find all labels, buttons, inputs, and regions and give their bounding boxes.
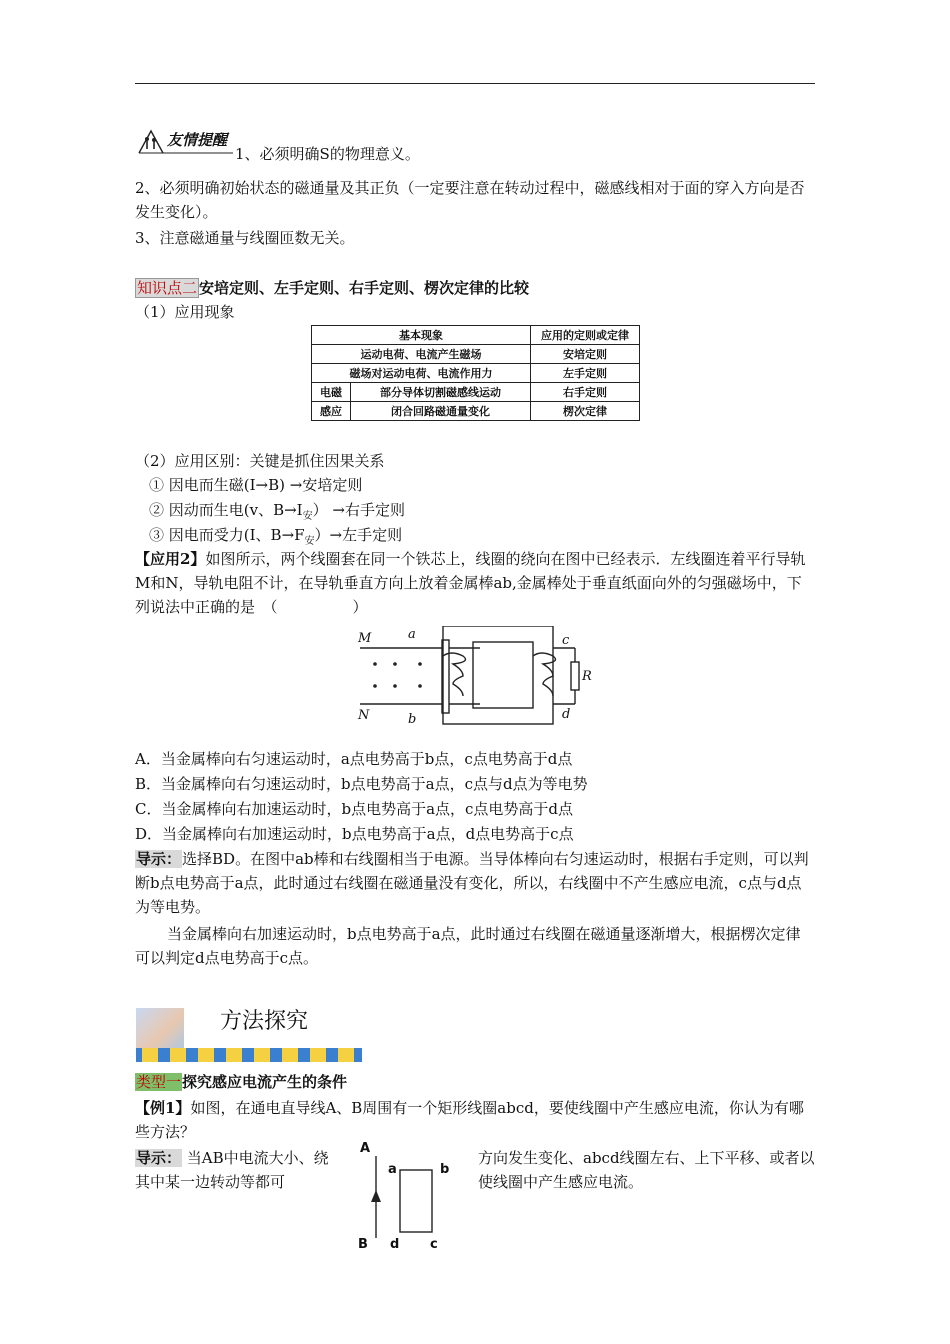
label-a: a <box>388 1162 397 1177</box>
table-cell-rule: 安培定则 <box>531 345 640 364</box>
phenomenon-table <box>311 325 640 421</box>
table-row <box>312 383 640 402</box>
kp2-d3-sub: 安 <box>304 536 315 547</box>
ex1-guide-left <box>135 1146 340 1194</box>
type1-title: 探究感应电流产生的条件 <box>182 1073 348 1091</box>
rails-coils-figure <box>350 626 600 726</box>
table-header-rule: 应用的定则或定律 <box>531 326 640 345</box>
option-a: A．当金属棒向右匀速运动时，a点电势高于b点，c点电势高于d点 <box>135 750 573 768</box>
kp2-d2-text-end: ） →右手定则 <box>312 501 405 519</box>
table-group-label-2: 感应 <box>312 402 351 421</box>
kp2-d3-text: ③ 因电而受力(I、B→F <box>149 526 305 544</box>
ex1-stem <box>135 1096 815 1144</box>
app2-guide-p2: 当金属棒向右加速运动时，b点电势高于a点，此时通过右线圈在磁通量逐渐增大，根据楞次定律可以判定d点电势高于c点。 <box>135 925 801 967</box>
label-B: B <box>358 1237 368 1252</box>
kp2-sub2: （2）应用区别：关键是抓住因果关系 <box>135 452 385 470</box>
app2-guide-tag: 导示： <box>136 850 182 868</box>
table-cell-phenomenon: 运动电荷、电流产生磁场 <box>312 345 531 364</box>
label-A: A <box>360 1141 371 1156</box>
type1-heading <box>135 1070 815 1094</box>
app2-stem-text: 如图所示，两个线圈套在同一个铁芯上，线圈的绕向在图中已经表示．左线圈连着平行导轨M和N，导轨电阻不计，在导轨垂直方向上放着金属棒ab,金属棒处于垂直纸面向外的匀强磁场中，下列说法中正确的是 （ ） <box>135 550 806 616</box>
table-cell-rule: 左手定则 <box>531 364 640 383</box>
ex1-guide-left-text: 当AB中电流大小、绕其中某一边转动等都可 <box>135 1149 329 1191</box>
app2-tag: 【应用2】 <box>135 550 206 568</box>
kp2-title: 安培定则、左手定则、右手定则、楞次定律的比较 <box>199 279 530 297</box>
table-cell-phenomenon: 闭合回路磁通量变化 <box>351 402 531 421</box>
table-group-label-1: 电磁 <box>312 383 351 402</box>
kp2-heading <box>135 276 815 300</box>
ex1-guide-tag: 导示： <box>136 1149 182 1167</box>
kp2-d3-text-end: ）→左手定则 <box>314 526 403 544</box>
wire-loop-figure <box>352 1138 462 1256</box>
kp2-d2-sub: 安 <box>302 511 313 522</box>
option-c: C．当金属棒向右加速运动时，b点电势高于a点，c点电势高于d点 <box>135 800 574 818</box>
table-cell-phenomenon: 磁场对运动电荷、电流作用力 <box>312 364 531 383</box>
label-c: c <box>562 633 570 648</box>
table-cell-rule: 楞次定律 <box>531 402 640 421</box>
kp2-tag: 知识点二 <box>137 279 198 297</box>
label-N: N <box>358 708 370 723</box>
label-R: R <box>582 669 592 684</box>
label-M: M <box>358 631 372 646</box>
method-title: 方法探究 <box>220 1009 309 1034</box>
table-header-phenomenon: 基本现象 <box>312 326 531 345</box>
ex1-stem-text: 如图，在通电直导线A、B周围有一个矩形线圈abcd，要使线圈中产生感应电流，你认为有哪些方法？ <box>135 1099 804 1141</box>
current-arrow-icon <box>371 1190 381 1202</box>
label-a: a <box>408 627 416 642</box>
option-b: B．当金属棒向右匀速运动时，b点电势高于a点，c点与d点为等电势 <box>135 775 588 793</box>
tip-item-1: 1、必须明确S的物理意义。 <box>235 145 420 163</box>
table-row <box>312 345 640 364</box>
method-banner-image <box>136 1008 184 1048</box>
kp2-d1: ① 因电而生磁(I→B) →安培定则 <box>149 476 363 494</box>
ex1-tag: 【例1】 <box>135 1099 191 1117</box>
label-d: d <box>562 707 571 722</box>
kp2-sub1: （1）应用现象 <box>135 303 235 321</box>
tip-item-2: 2、必须明确初始状态的磁通量及其正负（一定要注意在转动过程中，磁感线相对于面的穿入方向是否发生变化）。 <box>135 179 805 221</box>
label-b: b <box>440 1162 450 1177</box>
kp2-d2-text: ② 因动而生电(v、B→I <box>149 501 303 519</box>
table-cell-rule: 右手定则 <box>531 383 640 402</box>
label-c: c <box>430 1237 438 1252</box>
label-b: b <box>408 712 417 726</box>
app2-guide <box>135 847 815 919</box>
type1-tag: 类型一 <box>136 1073 182 1091</box>
table-row <box>312 364 640 383</box>
table-row <box>312 402 640 421</box>
tip-item-3: 3、注意磁通量与线圈匝数无关。 <box>135 229 355 247</box>
option-d: D．当金属棒向右加速运动时，b点电势高于a点，d点电势高于c点 <box>135 825 574 843</box>
label-d: d <box>390 1237 400 1252</box>
app2-guide-p1: 选择BD。在图中ab棒和右线圈相当于电源。当导体棒向右匀速运动时，根据右手定则，可以判断b点电势高于a点，此时通过右线圈在磁通量没有变化，所以，右线圈中不产生感应电流，c点与d点为等电势。 <box>135 850 809 916</box>
method-banner-strip <box>136 1048 362 1062</box>
header-rule <box>135 83 815 84</box>
table-cell-phenomenon: 部分导体切割磁感线运动 <box>351 383 531 402</box>
app2-stem <box>135 547 815 619</box>
tip-badge <box>137 127 233 153</box>
tip-title: 友情提醒 <box>167 131 228 149</box>
ex1-guide-right: 方向发生变化、abcd线圈左右、上下平移、或者以使线圈中产生感应电流。 <box>478 1149 815 1191</box>
